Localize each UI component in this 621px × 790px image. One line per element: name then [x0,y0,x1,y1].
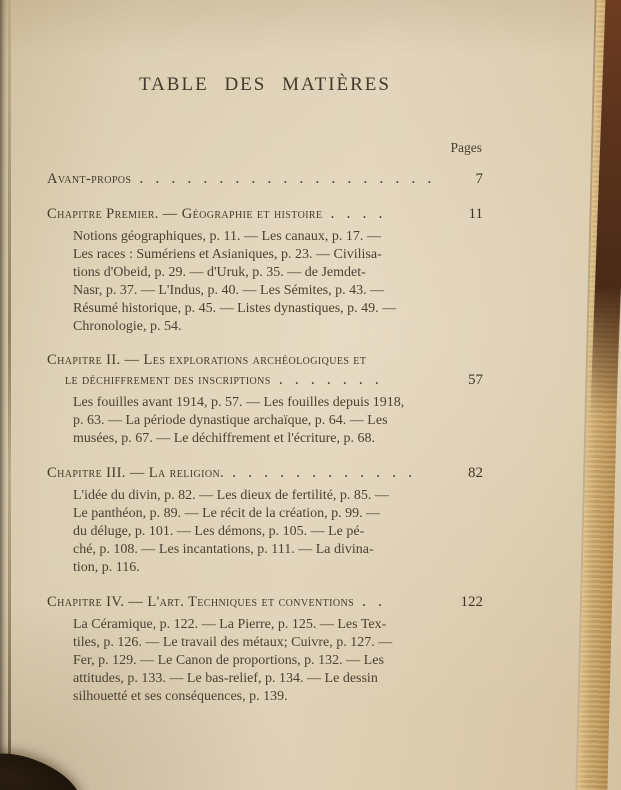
entry-body-line: tion, p. 116. [73,560,140,575]
entry-body-line: tions d'Obeid, p. 29. — d'Uruk, p. 35. — de Jemdet- [73,265,366,280]
entry-body-line: Les races : Sumériens et Asianiques, p. 23. — Civilisa- [73,247,382,262]
entry-dot-leader: . . . . . . . . . . . . [232,464,413,481]
entry-heading [47,463,483,483]
entry-heading [47,592,483,612]
toc-entry-chapitre-4 [47,592,483,706]
toc-entry-chapitre-3 [47,463,483,577]
entry-body-line: musées, p. 67. — Le déchiffrement et l'écriture, p. 68. [73,431,375,446]
entry-heading-label: Chapitre III. — La religion. [47,465,225,481]
entry-heading-label: Chapitre II. — Les explorations archéologiques et [47,352,367,368]
entry-body-line: tiles, p. 126. — Le travail des métaux; Cuivre, p. 127. — [73,635,393,650]
entry-heading [47,351,483,370]
entry-body-line: ché, p. 108. — Les incantations, p. 111. — La divina- [73,542,374,557]
entry-page-number: 122 [460,594,483,610]
entry-heading-continuation [65,370,483,390]
page-gutter-crease [8,0,11,790]
entry-page-number: 82 [468,465,483,481]
page-title: TABLE DES MATIÈRES [139,74,391,95]
entry-heading [47,204,483,224]
entry-body-line: Résumé historique, p. 45. — Listes dynastiques, p. 49. — [73,301,397,316]
entry-dot-leader: . . . . . . . [278,371,379,388]
entry-heading-label: Chapitre Premier. — Géographie et histoire [47,206,323,222]
entry-body-line: Fer, p. 129. — Le Canon de proportions, p. 132. — Les [73,653,384,668]
entry-heading-label: Avant-propos [47,171,132,187]
entry-body-line: Nasr, p. 37. — L'Indus, p. 40. — Les Sémites, p. 43. — [73,283,385,298]
entry-page-number: 11 [468,206,483,222]
entry-body-line: du déluge, p. 101. — Les démons, p. 105. — Le pé- [73,524,365,539]
entry-dot-leader: . . . . . . . . . . . . . . . . . . . [139,170,432,187]
entry-dot-leader: . . . . [330,205,383,222]
entry-body-line: Chronologie, p. 54. [73,319,182,334]
entry-body-line: Les fouilles avant 1914, p. 57. — Les fouilles depuis 1918, [73,395,405,410]
entry-body [73,487,483,577]
toc-page [47,74,483,721]
entry-body [73,394,483,448]
entry-page-number: 7 [475,171,483,187]
entry-body-line: Le panthéon, p. 89. — Le récit de la création, p. 99. — [73,506,381,521]
toc-entries [47,169,483,706]
entry-heading-label: Chapitre IV. — L'art. Techniques et conventions [47,594,355,610]
entry-body [73,228,483,336]
entry-body-line: attitudes, p. 133. — Le bas-relief, p. 134. — Le dessin [73,671,378,686]
toc-entry-chapitre-2 [47,351,483,448]
book-cover-corner [0,742,90,790]
entry-body-line: p. 63. — La période dynastique archaïque, p. 64. — Les [73,413,388,428]
entry-dot-leader: . . [362,593,383,610]
entry-body-line: L'idée du divin, p. 82. — Les dieux de fertilité, p. 85. — [73,488,389,503]
entry-page-number: 57 [468,372,483,388]
toc-entry-avant-propos [47,169,483,189]
entry-body-line: silhouetté et ses conséquences, p. 139. [73,689,288,704]
entry-heading-label: le déchiffrement des inscriptions [65,372,271,388]
pages-column-header: Pages [450,140,482,155]
entry-body [73,616,483,706]
entry-body-line: Notions géographiques, p. 11. — Les canaux, p. 17. — [73,229,381,244]
toc-entry-chapitre-1 [47,204,483,336]
entry-body-line: La Céramique, p. 122. — La Pierre, p. 125. — Les Tex- [73,617,387,632]
entry-heading [47,169,483,189]
